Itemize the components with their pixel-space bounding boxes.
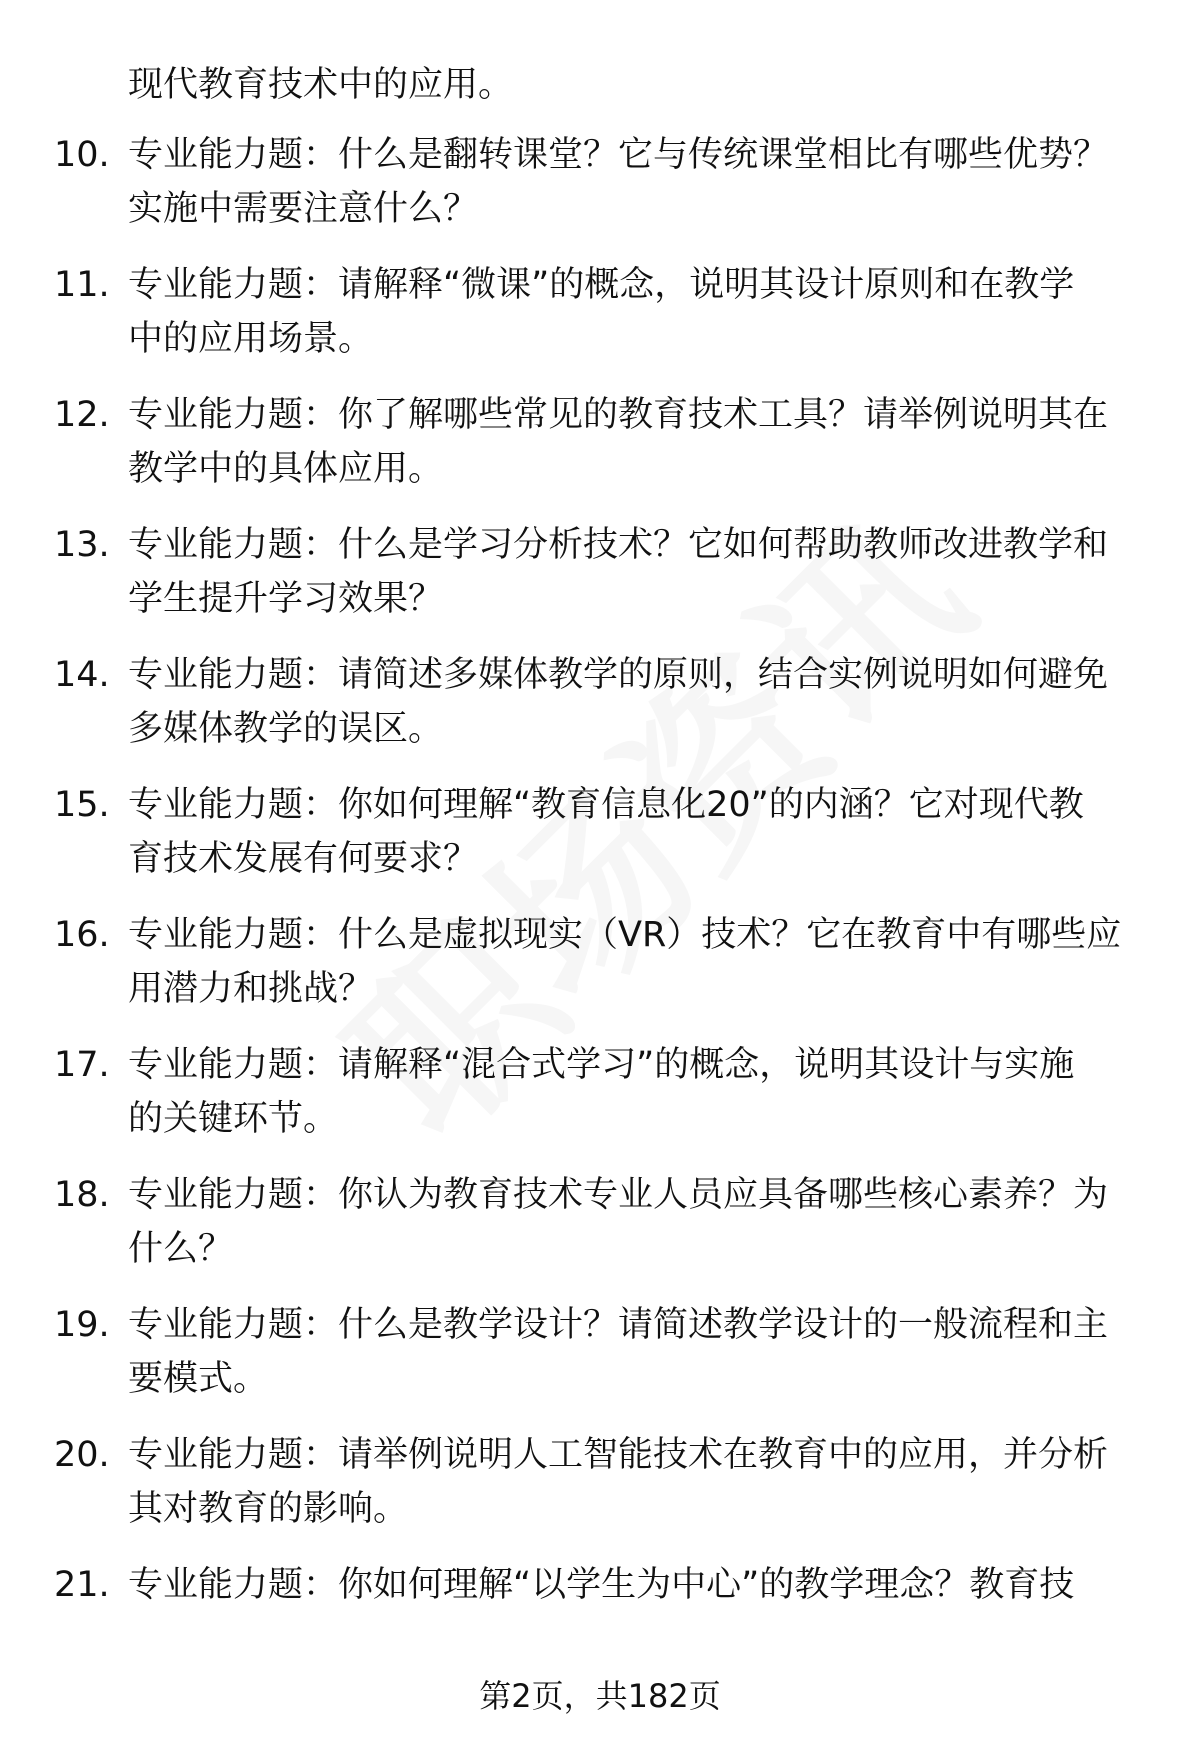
question-text: 专业能力题：什么是教学设计？请简述教学设计的一般流程和主 要模式。 — [128, 1305, 1109, 1399]
question-item — [0, 128, 1200, 258]
question-number: 16. — [54, 915, 110, 955]
question-number: 21. — [54, 1565, 110, 1605]
question-number: 18. — [54, 1175, 110, 1215]
question-item — [0, 1558, 1200, 1688]
page-footer: 第2页，共182页 — [479, 1677, 721, 1715]
question-text: 专业能力题：请解释“微课”的概念，说明其设计原则和在教学 中的应用场景。 — [128, 265, 1075, 359]
question-number: 10. — [54, 135, 110, 175]
question-item — [0, 1038, 1200, 1168]
question-number: 13. — [54, 525, 110, 565]
question-item — [0, 518, 1200, 648]
question-text: 专业能力题：你了解哪些常见的教育技术工具？请举例说明其在 教学中的具体应用。 — [128, 395, 1109, 489]
question-text: 专业能力题：什么是虚拟现实（VR）技术？它在教育中有哪些应 用潜力和挑战？ — [128, 915, 1122, 1009]
question-item — [0, 388, 1200, 518]
question-text: 专业能力题：请解释“混合式学习”的概念，说明其设计与实施 的关键环节。 — [128, 1045, 1075, 1139]
question-number: 14. — [54, 655, 110, 695]
question-text: 专业能力题：请举例说明人工智能技术在教育中的应用，并分析 其对教育的影响。 — [128, 1435, 1109, 1529]
question-item — [0, 908, 1200, 1038]
question-number: 15. — [54, 785, 110, 825]
question-item — [0, 1428, 1200, 1558]
question-text: 专业能力题：你认为教育技术专业人员应具备哪些核心素养？为 什么？ — [128, 1175, 1109, 1269]
question-number: 19. — [54, 1305, 110, 1345]
question-number: 20. — [54, 1435, 110, 1475]
question-number: 11. — [54, 265, 110, 305]
question-item — [0, 778, 1200, 908]
question-text: 专业能力题：什么是翻转课堂？它与传统课堂相比有哪些优势？ 实施中需要注意什么？ — [128, 135, 1109, 229]
question-item — [0, 1168, 1200, 1298]
question-item — [0, 648, 1200, 778]
question-text: 专业能力题：你如何理解“以学生为中心”的教学理念？教育技 — [128, 1565, 1075, 1605]
question-number: 17. — [54, 1045, 110, 1085]
continuation-text: 现代教育技术中的应用。 — [128, 65, 514, 105]
question-list — [0, 128, 1200, 1688]
question-item — [0, 258, 1200, 388]
question-text: 专业能力题：请简述多媒体教学的原则，结合实例说明如何避免 多媒体教学的误区。 — [128, 655, 1109, 749]
question-text: 专业能力题：什么是学习分析技术？它如何帮助教师改进教学和 学生提升学习效果？ — [128, 525, 1109, 619]
question-text: 专业能力题：你如何理解“教育信息化20”的内涵？它对现代教 育技术发展有何要求？ — [128, 785, 1084, 879]
question-item — [0, 1298, 1200, 1428]
question-number: 12. — [54, 395, 110, 435]
